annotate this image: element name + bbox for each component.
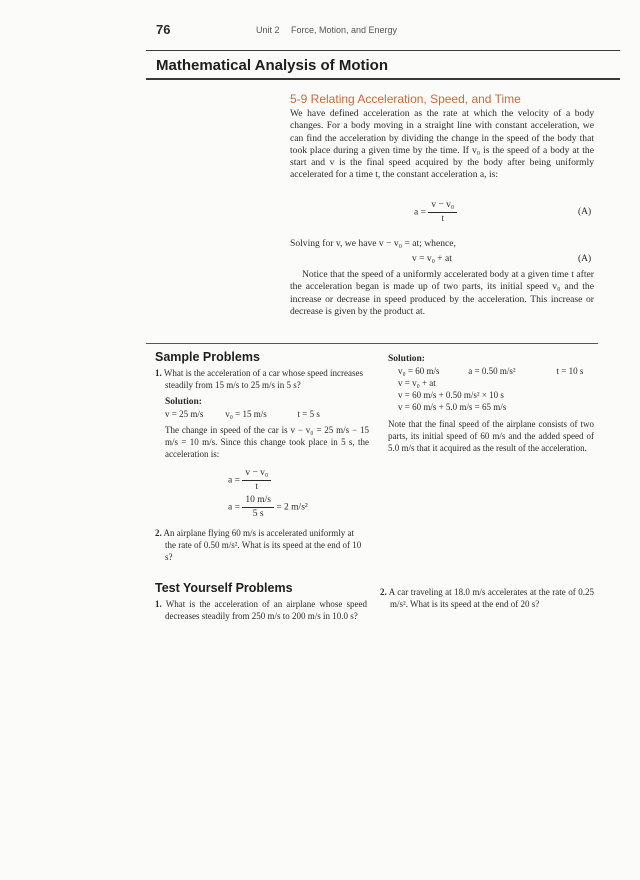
test-problem-1 [155,599,367,623]
solution-1-text: The change in speed of the car is v − v₀ = 25 m/s − 15 m/s = 10 m/s. Since this change took place in 5 s, the acceleration is: [165,425,369,459]
problem-text: A car traveling at 18.0 m/s accelerates at the rate of 0.25 m/s². What is its speed at the end of 20 s? [388,587,594,609]
solution-2-lines [398,378,598,413]
s1-eq2-lhs: a = [228,502,240,513]
top-rule [146,50,620,51]
section-heading: 5-9 Relating Acceleration, Speed, and Time [290,92,521,106]
intro-paragraph: We have defined acceleration as the rate at which the velocity of a body changes. For a body moving in a straight line with constant acceleration, we can find the acceleration by dividing the change in the speed of the body that took place during a given time by the time. If v₀ is the speed of a body at the start and v is the final speed acquired by the body after being uniformly accelerated for a time t, the constant acceleration a, is: [290,108,594,181]
solution-label: Solution: [165,397,202,407]
eq1-lhs: a = [414,207,426,218]
title-rule [146,78,620,80]
page-number: 76 [156,22,171,37]
s1-eq2-rhs: = 2 m/s² [276,502,308,513]
running-header-topic: Force, Motion, and Energy [291,25,398,35]
notice-paragraph: Notice that the speed of a uniformly accelerated body at a given time t after the acceleration began is made up of two parts, its initial speed v₀ and the increase or decrease in speed produced by the acceleration. This increase or decrease is given by the product at. [290,269,594,317]
given-t: t = 5 s [297,409,320,419]
eq2-tag: (A) [578,254,592,264]
eq1-tag: (A) [578,207,592,217]
solution-2-note: Note that the final speed of the airplane consists of two parts, its initial speed of 60 m/s and the added speed of 5.0 m/s that it acquired as the result of the acceleration. [388,419,594,453]
sample-problem-1 [155,368,367,392]
sample-rule [146,343,598,344]
s1-eq1-lhs: a = [228,475,240,486]
solution-2-line-1: v = v₀ + at [398,378,436,388]
given-v0: v₀ = 15 m/s [225,409,267,419]
test-yourself-heading: Test Yourself Problems [155,581,293,595]
eq1-fraction [428,200,457,225]
sample-problems-heading: Sample Problems [155,350,260,364]
solving-text: Solving for v, we have v − v₀ = at; whence, [290,238,456,249]
eq1-numerator: v − v₀ [428,200,457,213]
sample-problem-2 [155,528,367,563]
s1-eq2-denominator: 5 s [252,509,264,519]
problem-number: 2. [380,587,387,597]
problem-number: 2. [155,528,162,538]
s1-eq1-denominator: t [255,482,259,492]
s1-eq1-numerator: v − v₀ [242,468,271,481]
solution-1-equation-2 [228,495,308,520]
solution-1-given [165,409,370,421]
eq1-denominator: t [441,214,445,224]
test-problem-2 [380,587,594,611]
s1-eq2-fraction [242,495,274,520]
problem-text: What is the acceleration of an airplane whose speed decreases steadily from 250 m/s to 200 m/s in 10.0 s? [165,599,367,621]
running-header-unit: Unit 2 [256,25,280,35]
given-t: t = 10 s [556,366,584,376]
solution-1-equation-1 [228,468,271,493]
problem-number: 1. [155,368,162,378]
problem-number: 1. [155,599,162,609]
given-v: v = 25 m/s [165,409,204,419]
problem-text: What is the acceleration of a car whose speed increases steadily from 15 m/s to 25 m/s in 5 s? [163,368,363,390]
solution-2-label: Solution: [388,354,425,364]
given-v0: v₀ = 60 m/s [398,366,440,376]
equation-final-speed: v = v₀ + at [412,254,452,264]
solution-2-line-3: v = 60 m/s + 5.0 m/s = 65 m/s [398,401,507,412]
problem-text: An airplane flying 60 m/s is accelerated uniformly at the rate of 0.50 m/s². What is its speed at the end of 10 s? [163,528,362,562]
solution-2-line-2: v = 60 m/s + 0.50 m/s² × 10 s [398,389,504,400]
page-title: Mathematical Analysis of Motion [156,57,388,74]
given-a: a = 0.50 m/s² [468,366,516,376]
equation-acceleration [414,200,457,225]
s1-eq2-numerator: 10 m/s [242,495,274,508]
s1-eq1-fraction [242,468,271,493]
solution-2-given [398,366,608,378]
